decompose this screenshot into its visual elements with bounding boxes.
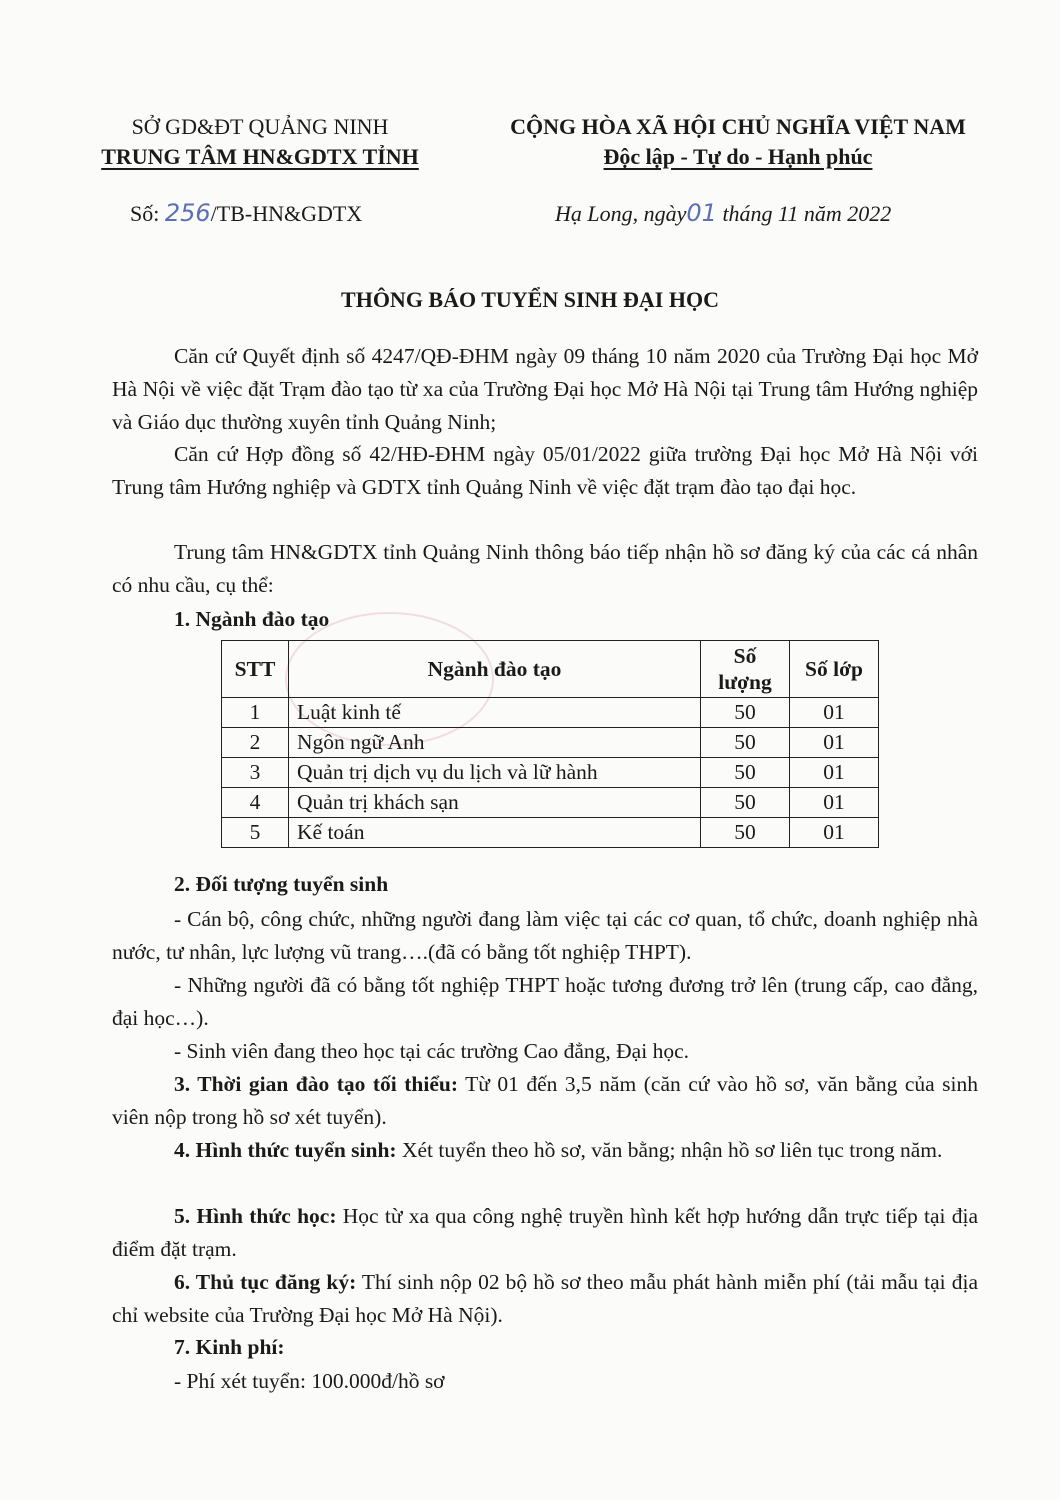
handwritten-number: 256 (164, 199, 211, 227)
intro-paragraph: Trung tâm HN&GDTX tỉnh Quảng Ninh thông báo tiếp nhận hồ sơ đăng ký của các cá nhân có nhu cầu, cụ thể: (112, 540, 978, 597)
table-row: 4 Quản trị khách sạn 50 01 (222, 788, 879, 818)
section-3: 3. Thời gian đào tạo tối thiểu: Từ 01 đến 3,5 năm (căn cứ vào hồ sơ, văn bằng của sinh viên nộp trong hồ sơ xét tuyển). (112, 1072, 979, 1129)
section-heading: 7. Kinh phí: (174, 1335, 285, 1359)
table-header: Ngành đào tạo (289, 641, 701, 698)
nation-motto: Độc lập - Tự do - Hạnh phúc (603, 144, 873, 169)
table-header: Số lượng (701, 641, 790, 698)
table-header-row (222, 641, 879, 698)
issuer-department: SỞ GD&ĐT QUẢNG NINH (131, 114, 389, 139)
list-item: - Sinh viên đang theo học tại các trường Cao đẳng, Đại học. (174, 1039, 689, 1063)
nation-title: CỘNG HÒA XÃ HỘI CHỦ NGHĨA VIỆT NAM (510, 114, 966, 139)
section-heading: 1. Ngành đào tạo (174, 607, 330, 631)
document-number: Số: 256/TB-HN&GDTX (130, 199, 363, 227)
intro-paragraph: Căn cứ Hợp đồng số 42/HĐ-ĐHM ngày 05/01/2022 giữa trường Đại học Mở Hà Nội với Trung tâm Hướng nghiệp và GDTX tỉnh Quảng Ninh về việc đặt trạm đào tạo đại học. (112, 442, 978, 499)
document-date: Hạ Long, ngày01 tháng 11 năm 2022 (555, 199, 892, 227)
list-item: - Phí xét tuyển: 100.000đ/hồ sơ (174, 1369, 445, 1393)
section-5: 5. Hình thức học: Học từ xa qua công nghệ truyền hình kết hợp hướng dẫn trực tiếp tại địa điểm đặt trạm. (112, 1204, 978, 1261)
list-item: - Cán bộ, công chức, những người đang làm việc tại các cơ quan, tổ chức, doanh nghiệp nhà nước, tư nhân, lực lượng vũ trang….(đã có bằng tốt nghiệp THPT). (112, 907, 978, 964)
table-header: STT (222, 641, 289, 698)
table-row: 3 Quản trị dịch vụ du lịch và lữ hành 50 01 (222, 758, 879, 788)
programs-table (221, 640, 879, 848)
section-4: 4. Hình thức tuyển sinh: Xét tuyển theo hồ sơ, văn bằng; nhận hồ sơ liên tục trong năm. (174, 1138, 943, 1162)
handwritten-day: 01 (686, 199, 717, 227)
section-6: 6. Thủ tục đăng ký: Thí sinh nộp 02 bộ hồ sơ theo mẫu phát hành miễn phí (tải mẫu tại địa chỉ website của Trường Đại học Mở Hà Nội). (112, 1270, 978, 1327)
table-row: 2 Ngôn ngữ Anh 50 01 (222, 728, 879, 758)
intro-paragraph: Căn cứ Quyết định số 4247/QĐ-ĐHM ngày 09 tháng 10 năm 2020 của Trường Đại học Mở Hà Nội về việc đặt Trạm đào tạo từ xa của Trường Đại học Mở Hà Nội tại Trung tâm Hướng nghiệp và Giáo dục thường xuyên tỉnh Quảng Ninh; (112, 344, 978, 434)
table-row: 1 Luật kinh tế 50 01 (222, 698, 879, 728)
issuer-center: TRUNG TÂM HN&GDTX TỈNH (101, 144, 419, 169)
list-item: - Những người đã có bằng tốt nghiệp THPT hoặc tương đương trở lên (trung cấp, cao đẳng, đại học…). (112, 973, 978, 1030)
section-heading: 2. Đối tượng tuyển sinh (174, 872, 389, 896)
page-title: THÔNG BÁO TUYỂN SINH ĐẠI HỌC (341, 287, 719, 312)
table-header: Số lớp (790, 641, 879, 698)
table-row: 5 Kế toán 50 01 (222, 818, 879, 848)
